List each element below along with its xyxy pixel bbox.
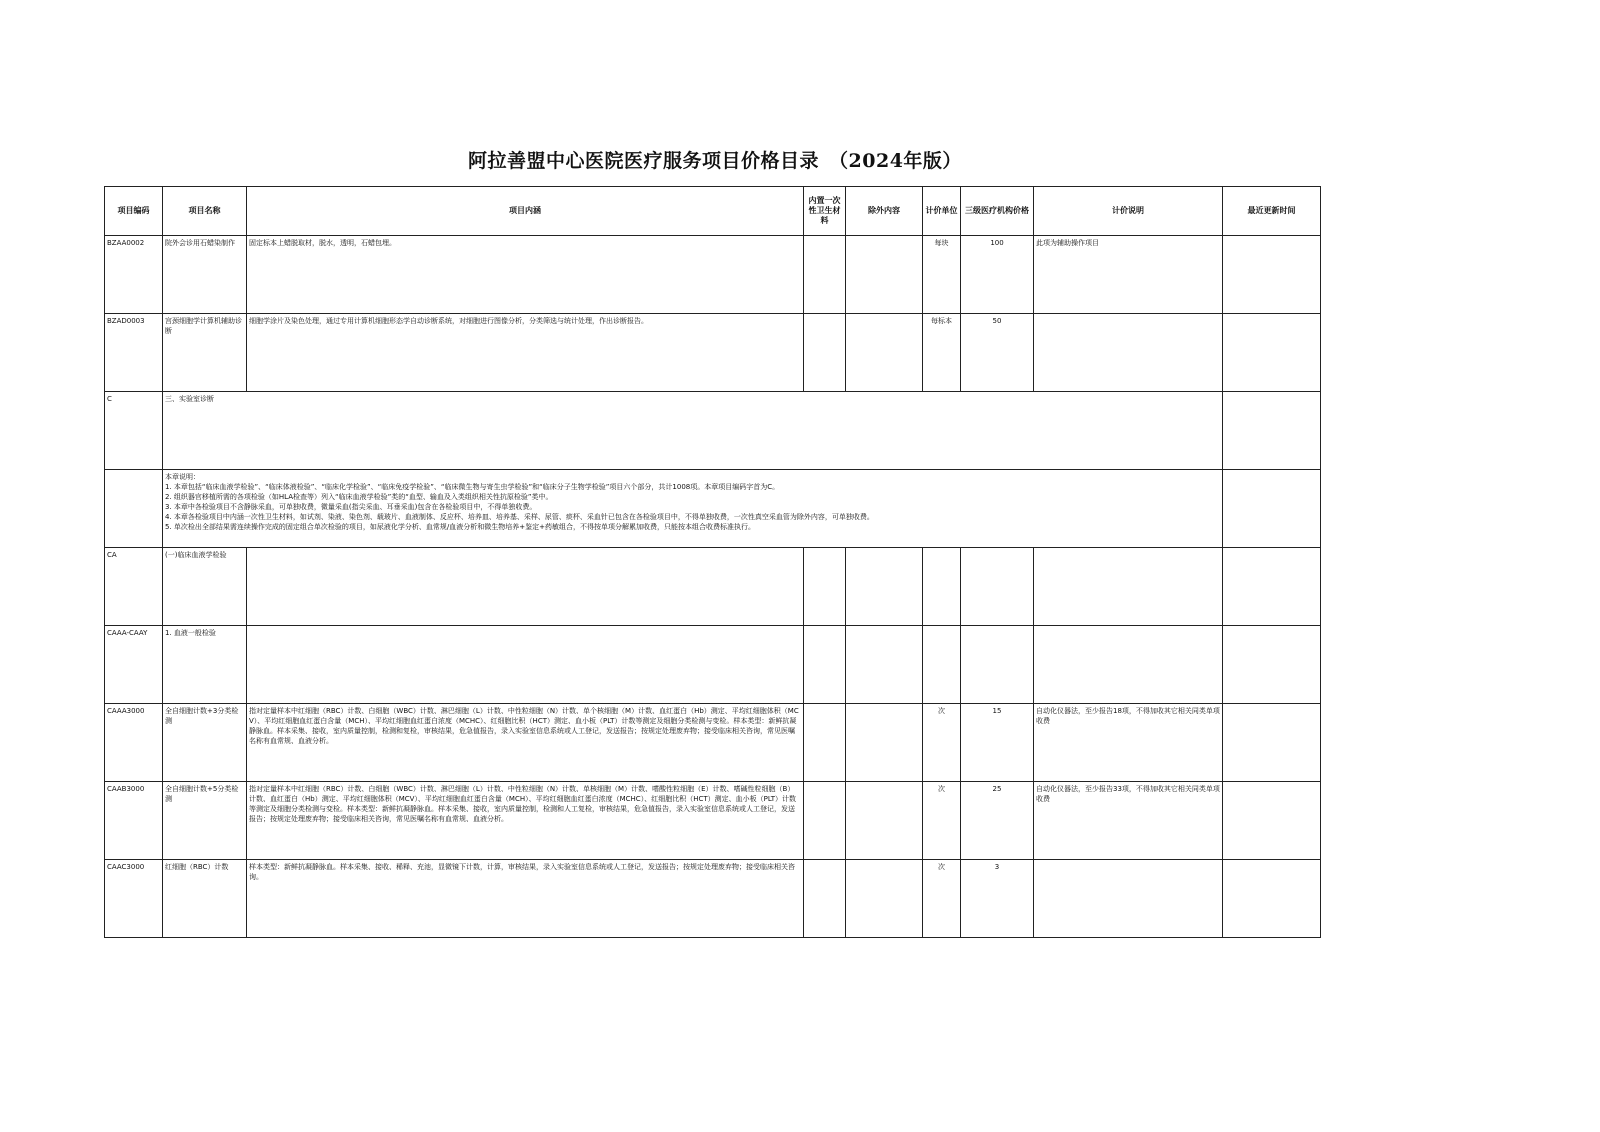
table-row <box>105 236 1321 314</box>
cell-unit: 次 <box>923 860 961 938</box>
cell-material <box>804 860 846 938</box>
cell-name: 全自细胞计数+5分类检测 <box>163 782 247 860</box>
price-table <box>104 186 1321 938</box>
cell-code <box>105 470 163 548</box>
cell-content: 固定标本上蜡脱取材，脱水，透明，石蜡包埋。 <box>247 236 804 314</box>
cell-exclude <box>846 860 923 938</box>
header-code: 项目编码 <box>105 187 163 236</box>
cell-unit: 每块 <box>923 236 961 314</box>
cell-price: 100 <box>961 236 1034 314</box>
table-row <box>105 548 1321 626</box>
cell-price: 25 <box>961 782 1034 860</box>
cell-updated <box>1223 782 1321 860</box>
cell-note <box>1034 860 1223 938</box>
cell-code: CAAA3000 <box>105 704 163 782</box>
cell-code: CAAA-CAAY <box>105 626 163 704</box>
cell-code: CAAC3000 <box>105 860 163 938</box>
cell-unit <box>923 548 961 626</box>
cell-note <box>1034 314 1223 392</box>
cell-material <box>804 548 846 626</box>
cell-code: BZAA0002 <box>105 236 163 314</box>
header-price: 三级医疗机构价格 <box>961 187 1034 236</box>
cell-note: 自动化仪器法，至少报告18项，不得加收其它相关同类单项收费 <box>1034 704 1223 782</box>
cell-content <box>247 548 804 626</box>
cell-price <box>961 548 1034 626</box>
cell-note <box>1034 548 1223 626</box>
cell-material <box>804 314 846 392</box>
cell-name: 院外会诊用石蜡染制作 <box>163 236 247 314</box>
cell-note: 自动化仪器法，至少报告33项，不得加收其它相关同类单项收费 <box>1034 782 1223 860</box>
page-title: 阿拉善盟中心医院医疗服务项目价格目录 （2024年版） <box>468 150 962 172</box>
cell-code: BZAD0003 <box>105 314 163 392</box>
cell-updated <box>1223 470 1321 548</box>
table-row <box>105 626 1321 704</box>
cell-name: 全自细胞计数+3分类检测 <box>163 704 247 782</box>
header-name: 项目名称 <box>163 187 247 236</box>
cell-unit <box>923 626 961 704</box>
cell-material <box>804 782 846 860</box>
table-row <box>105 704 1321 782</box>
cell-name: 红细胞（RBC）计数 <box>163 860 247 938</box>
header-exclude: 除外内容 <box>846 187 923 236</box>
cell-unit: 每标本 <box>923 314 961 392</box>
cell-code: CAAB3000 <box>105 782 163 860</box>
cell-content: 细胞学涂片及染色处理，通过专用计算机细胞形态学自动诊断系统，对细胞进行图像分析，分类筛选与统计处理，作出诊断报告。 <box>247 314 804 392</box>
cell-updated <box>1223 704 1321 782</box>
cell-name: (一)临床血液学检验 <box>163 548 247 626</box>
cell-name: 宫颈细胞学计算机辅助诊断 <box>163 314 247 392</box>
cell-exclude <box>846 626 923 704</box>
cell-code: CA <box>105 548 163 626</box>
table-row <box>105 860 1321 938</box>
cell-unit: 次 <box>923 704 961 782</box>
table-row <box>105 782 1321 860</box>
cell-updated <box>1223 392 1321 470</box>
section-row <box>105 392 1321 470</box>
cell-code: C <box>105 392 163 470</box>
cell-price: 15 <box>961 704 1034 782</box>
cell-updated <box>1223 314 1321 392</box>
cell-unit: 次 <box>923 782 961 860</box>
cell-exclude <box>846 704 923 782</box>
cell-note: 此项为辅助操作项目 <box>1034 236 1223 314</box>
cell-material <box>804 704 846 782</box>
cell-price: 50 <box>961 314 1034 392</box>
notes-row <box>105 470 1321 548</box>
cell-content <box>247 626 804 704</box>
cell-exclude <box>846 236 923 314</box>
cell-price: 3 <box>961 860 1034 938</box>
cell-exclude <box>846 314 923 392</box>
cell-updated <box>1223 236 1321 314</box>
cell-updated <box>1223 860 1321 938</box>
chapter-notes: 本章说明： 1. 本章包括“临床血液学检验”、“临床体液检验”、“临床化学检验”、“临床免疫学检验”、“临床微生物与寄生虫学检验”和“临床分子生物学检验”项目六个部分，共计1008项。本章项目编码字首为C。 2. 组织器官移植所需的各项检验（如HLA检查等）列入“临床血液学检验”类的“血型、输血及入类组织相关性抗原检验”类中。 3. 本章中各检验项目不含静脉采血，可单独收费，微量采血(指尖采血、耳垂采血)包含在各检验项目中，不得单独收费。 4. 本章各检验项目中内涵一次性卫生材料，如试剂、染液、染色剂、载玻片、血液制体、反应杯、培养皿、培养基、采样、尿管、痰杯、采血针已包含在各检验项目中，不得单独收费，一次性真空采血管为除外内容，可单独收费。 5. 单次检出全部结果需连续操作完成的固定组合单次检验的项目，如尿液化学分析、血常规/血液分析和微生物培养+鉴定+药敏组合，不得按单项分解累加收费，只能按本组合收费标准执行。 <box>163 470 1223 548</box>
cell-material <box>804 236 846 314</box>
header-unit: 计价单位 <box>923 187 961 236</box>
header-updated: 最近更新时间 <box>1223 187 1321 236</box>
cell-updated <box>1223 548 1321 626</box>
header-content: 项目内涵 <box>247 187 804 236</box>
header-note: 计价说明 <box>1034 187 1223 236</box>
cell-exclude <box>846 548 923 626</box>
cell-exclude <box>846 782 923 860</box>
cell-content: 样本类型：新鲜抗凝静脉血。样本采集、接收、稀释、充池，显微镜下计数，计算，审核结果，录入实验室信息系统或人工登记，发送报告；按规定处理废弃物；接受临床相关咨询。 <box>247 860 804 938</box>
cell-content: 指对定量样本中红细胞（RBC）计数、白细胞（WBC）计数、淋巴细胞（L）计数、中性粒细胞（N）计数、单个核细胞（M）计数、血红蛋白（Hb）测定、平均红细胞体积（MCV）、平均红细胞血红蛋白含量（MCH）、平均红细胞血红蛋白浓度（MCHC）、红细胞比积（HCT）测定、血小板（PLT）计数等测定及细胞分类检测与变检。样本类型：新鲜抗凝静脉血。样本采集、接收，室内质量控制，检测和复检，审核结果，危急值报告，录入实验室信息系统或人工登记，发送报告；按规定处理废弃物；接受临床相关咨询，常见医嘱名称有血常规、血液分析。 <box>247 704 804 782</box>
header-material: 内置一次性卫生材料 <box>804 187 846 236</box>
cell-price <box>961 626 1034 704</box>
cell-material <box>804 626 846 704</box>
section-title: 三、实验室诊断 <box>163 392 1223 470</box>
table-row <box>105 314 1321 392</box>
header-row <box>105 187 1321 236</box>
cell-note <box>1034 626 1223 704</box>
cell-content: 指对定量样本中红细胞（RBC）计数、白细胞（WBC）计数、淋巴细胞（L）计数、中性粒细胞（N）计数、单核细胞（M）计数、嗜酸性粒细胞（E）计数、嗜碱性粒细胞（B）计数、血红蛋白（Hb）测定、平均红细胞体积（MCV）、平均红细胞血红蛋白含量（MCH）、平均红细胞血红蛋白浓度（MCHC）、红细胞比积（HCT）测定、血小板（PLT）计数等测定及细胞分类检测与变检。样本类型：新鲜抗凝静脉血。样本采集、接收，室内质量控制，检测和人工复检，审核结果，危急值报告，录入实验室信息系统或人工登记，发送报告；按规定处理废弃物；接受临床相关咨询，常见医嘱名称有血常规、血液分析。 <box>247 782 804 860</box>
cell-updated <box>1223 626 1321 704</box>
cell-name: 1. 血液一般检验 <box>163 626 247 704</box>
